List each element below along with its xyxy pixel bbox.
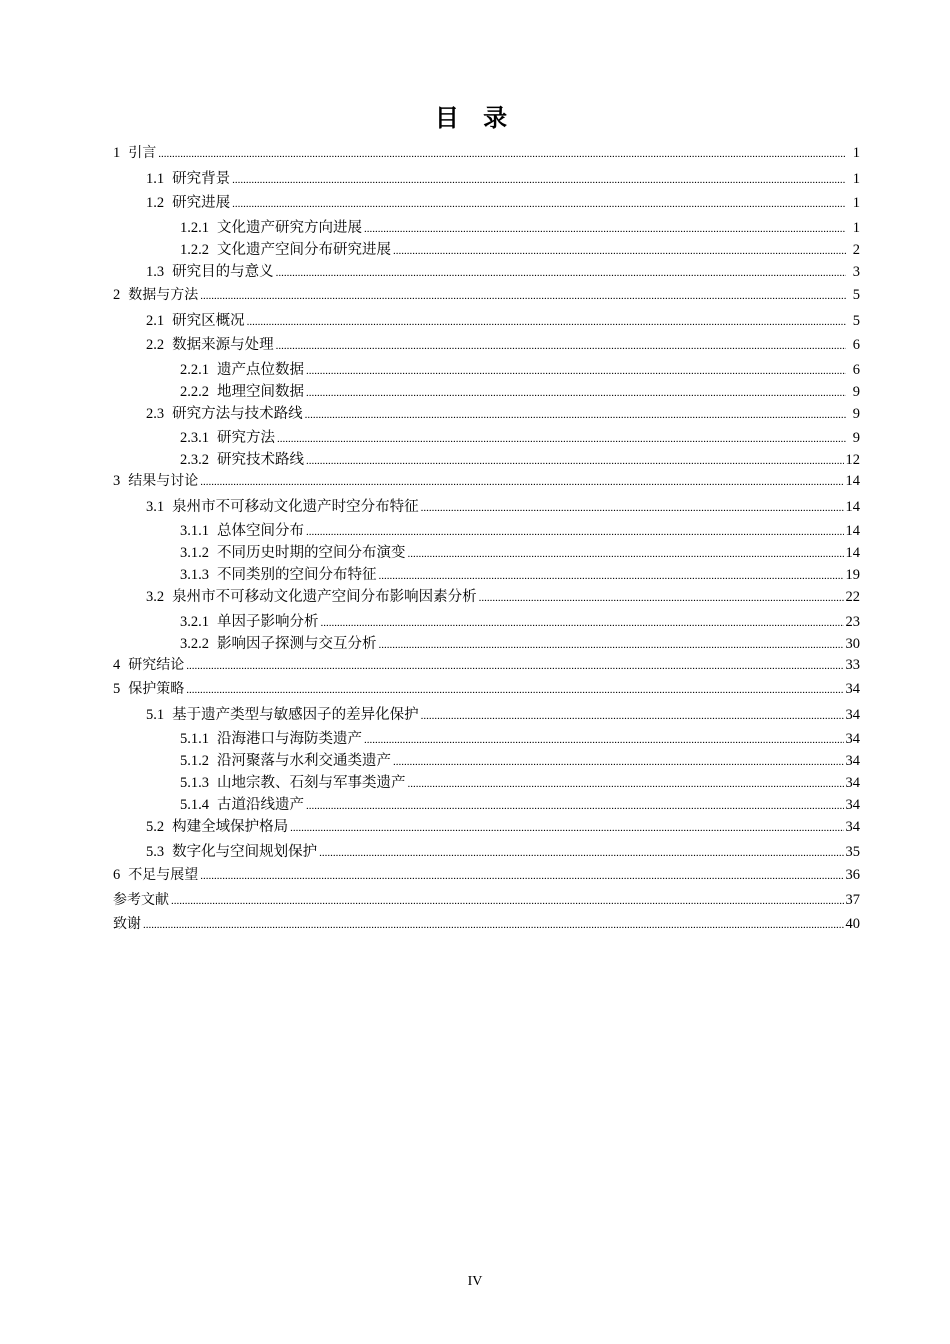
toc-entry-number: 1.2	[146, 195, 165, 211]
toc-entry-page: 34	[845, 753, 860, 769]
toc-entry-page: 19	[845, 567, 860, 583]
toc-entry-title: 沿海港口与海防类遗产	[217, 731, 362, 747]
toc-entry[interactable]	[113, 260, 860, 285]
toc-entry[interactable]	[113, 793, 860, 815]
toc-entry-page: 1	[852, 219, 860, 236]
toc-entry-number: 2.1	[146, 312, 165, 329]
toc-entry-page: 34	[845, 775, 860, 791]
toc-entry-title: 泉州市不可移动文化遗产空间分布影响因素分析	[172, 589, 477, 605]
toc-entry-page: 5	[852, 287, 860, 303]
toc-entry[interactable]	[113, 563, 860, 585]
toc-entry-title: 研究区概况	[172, 312, 245, 329]
toc-entry-number: 1	[113, 145, 121, 161]
dot-leader	[306, 384, 846, 401]
toc-entry-number: 2.3.1	[180, 430, 209, 446]
toc-entry-number: 1.2.1	[180, 219, 209, 236]
toc-entry-page: 3	[852, 263, 860, 280]
toc-entry-title: 基于遗产类型与敏感因子的差异化保护	[172, 706, 419, 723]
toc-entry[interactable]	[113, 703, 860, 728]
toc-entry-title: 研究背景	[172, 170, 231, 187]
toc-entry[interactable]	[113, 654, 860, 679]
toc-entry-number: 2.3.2	[180, 452, 209, 468]
toc-entry-page: 1	[852, 195, 860, 211]
toc-entry-page: 14	[845, 498, 860, 515]
dot-leader	[408, 775, 844, 792]
toc-entry-title: 研究目的与意义	[172, 263, 274, 280]
toc-entry-title: 沿河聚落与水利交通类遗产	[217, 753, 391, 769]
toc-entry[interactable]	[113, 541, 860, 563]
toc-entry-number: 5.2	[146, 819, 165, 835]
toc-entry[interactable]	[113, 864, 860, 889]
toc-entry-title: 文化遗产空间分布研究进展	[217, 241, 391, 258]
toc-entry-title: 数字化与空间规划保护	[172, 843, 318, 860]
toc-entry-number: 2.3	[146, 405, 165, 422]
toc-entry-page: 33	[845, 656, 860, 673]
dot-leader	[306, 452, 844, 469]
toc-entry[interactable]	[113, 380, 860, 402]
toc-entry-number: 5.1	[146, 706, 165, 723]
toc-entry-number: 2.2.2	[180, 383, 209, 400]
toc-entry-title: 数据来源与处理	[172, 337, 274, 353]
toc-entry-page: 14	[845, 545, 860, 561]
page-title: 目 录	[434, 104, 516, 132]
toc-entry-title: 不足与展望	[128, 867, 199, 883]
dot-leader	[421, 499, 844, 516]
toc-entry[interactable]	[113, 358, 860, 380]
toc-entry-title: 影响因子探测与交互分析	[217, 635, 377, 652]
dot-leader	[200, 287, 846, 304]
toc-entry[interactable]	[113, 519, 860, 541]
toc-entry-page: 34	[845, 731, 860, 747]
dot-leader	[306, 523, 844, 540]
toc-entry[interactable]	[113, 402, 860, 427]
toc-entry-page: 36	[845, 867, 860, 883]
dot-leader	[306, 797, 844, 814]
dot-leader	[379, 567, 844, 584]
toc-entry[interactable]	[113, 309, 860, 334]
toc-entry-title: 参考文献	[113, 891, 169, 908]
toc-entry-page: 37	[845, 891, 860, 908]
dot-leader	[393, 242, 846, 259]
dot-leader	[186, 657, 843, 674]
toc-entry-number: 5.1.3	[180, 775, 209, 791]
toc-entry[interactable]	[113, 448, 860, 470]
toc-entry-page: 6	[852, 337, 860, 353]
toc-entry[interactable]	[113, 632, 860, 654]
dot-leader	[232, 171, 846, 188]
toc-entry-title: 研究结论	[128, 656, 185, 673]
toc-entry-title: 古道沿线遗产	[217, 797, 304, 813]
dot-leader	[479, 589, 844, 606]
toc-entry-page: 9	[852, 383, 860, 400]
toc-entry[interactable]	[113, 495, 860, 520]
toc-entry[interactable]	[113, 610, 860, 632]
toc-entry-number: 5.1.1	[180, 731, 209, 747]
dot-leader	[408, 545, 844, 562]
dot-leader	[290, 819, 843, 836]
table-of-contents	[113, 142, 860, 938]
toc-entry-page: 1	[852, 145, 860, 161]
dot-leader	[364, 731, 844, 748]
toc-entry-number: 3.2.2	[180, 635, 209, 652]
toc-entry-page: 12	[845, 452, 860, 468]
toc-entry-title: 文化遗产研究方向进展	[217, 219, 362, 236]
toc-entry[interactable]	[113, 470, 860, 495]
toc-entry-title: 研究方法	[217, 430, 275, 446]
dot-leader	[321, 614, 844, 631]
toc-entry-page: 6	[852, 361, 860, 378]
toc-entry-number: 3.1.3	[180, 567, 209, 583]
dot-leader	[364, 220, 846, 237]
dot-leader	[277, 430, 846, 447]
toc-entry-number: 4	[113, 656, 121, 673]
toc-entry-number: 3.2	[146, 589, 165, 605]
toc-entry[interactable]	[113, 727, 860, 749]
toc-entry-page: 40	[845, 916, 860, 932]
toc-entry-title: 单因子影响分析	[217, 613, 319, 630]
toc-entry-number: 6	[113, 867, 121, 883]
toc-entry-number: 5.3	[146, 843, 165, 860]
page-number: IV	[467, 1274, 483, 1289]
toc-entry[interactable]	[113, 749, 860, 771]
toc-entry-page: 14	[845, 473, 860, 489]
toc-entry-title: 结果与讨论	[128, 473, 199, 489]
toc-entry[interactable]	[113, 815, 860, 840]
toc-entry-page: 30	[845, 635, 860, 652]
dot-leader	[232, 195, 846, 212]
dot-leader	[393, 753, 844, 770]
toc-entry-number: 3.1.2	[180, 545, 209, 561]
toc-entry-page: 9	[852, 430, 860, 446]
toc-entry-title: 泉州市不可移动文化遗产时空分布特征	[172, 498, 419, 515]
toc-entry-number: 3	[113, 473, 121, 489]
dot-leader	[305, 406, 846, 423]
toc-entry-title: 研究进展	[172, 195, 231, 211]
dot-leader	[421, 707, 844, 724]
toc-entry-page: 34	[845, 706, 860, 723]
toc-entry-page: 1	[852, 170, 860, 187]
toc-entry-number: 2.2.1	[180, 361, 209, 378]
toc-entry-title: 研究方法与技术路线	[172, 405, 303, 422]
dot-leader	[143, 916, 844, 933]
toc-entry-page: 2	[852, 241, 860, 258]
toc-entry-page: 14	[845, 523, 860, 539]
toc-entry-title: 构建全域保护格局	[172, 819, 289, 835]
toc-entry-page: 23	[845, 613, 860, 630]
toc-entry-number: 3.1	[146, 498, 165, 515]
toc-entry-number: 1.2.2	[180, 241, 209, 258]
dot-leader	[247, 313, 846, 330]
toc-entry-title: 不同历史时期的空间分布演变	[217, 545, 406, 561]
toc-entry-title: 遗产点位数据	[217, 361, 304, 378]
toc-entry-number: 2	[113, 287, 121, 303]
toc-entry-title: 研究技术路线	[217, 452, 304, 468]
dot-leader	[200, 867, 843, 884]
toc-entry-page: 35	[845, 843, 860, 860]
toc-entry[interactable]	[113, 840, 860, 865]
toc-entry-page: 9	[852, 405, 860, 422]
dot-leader	[171, 892, 844, 909]
dot-leader	[319, 844, 843, 861]
dot-leader	[200, 473, 843, 490]
toc-entry[interactable]	[113, 913, 860, 938]
toc-entry-title: 保护策略	[128, 681, 185, 697]
toc-entry-number: 3.2.1	[180, 613, 209, 630]
toc-entry-number: 5.1.4	[180, 797, 209, 813]
toc-entry[interactable]	[113, 191, 860, 216]
toc-entry-title: 引言	[128, 145, 157, 161]
dot-leader	[158, 145, 846, 162]
toc-entry[interactable]	[113, 585, 860, 610]
toc-entry-page: 5	[852, 312, 860, 329]
toc-entry[interactable]	[113, 889, 860, 914]
toc-entry-title: 不同类别的空间分布特征	[217, 567, 377, 583]
dot-leader	[379, 636, 844, 653]
toc-entry-number: 3.1.1	[180, 523, 209, 539]
toc-entry[interactable]	[113, 426, 860, 448]
toc-entry-number: 5.1.2	[180, 753, 209, 769]
toc-entry-number: 5	[113, 681, 121, 697]
toc-entry[interactable]	[113, 167, 860, 192]
dot-leader	[306, 362, 846, 379]
toc-entry-page: 22	[845, 589, 860, 605]
toc-entry[interactable]	[113, 333, 860, 358]
toc-entry[interactable]	[113, 216, 860, 238]
toc-entry-title: 地理空间数据	[217, 383, 304, 400]
toc-entry-page: 34	[845, 819, 860, 835]
toc-entry-title: 致谢	[113, 916, 141, 932]
toc-entry[interactable]	[113, 284, 860, 309]
toc-entry-title: 总体空间分布	[217, 523, 304, 539]
dot-leader	[276, 337, 846, 354]
dot-leader	[276, 264, 846, 281]
toc-entry[interactable]	[113, 142, 860, 167]
toc-entry-page: 34	[845, 797, 860, 813]
toc-entry-number: 2.2	[146, 337, 165, 353]
toc-entry-number: 1.1	[146, 170, 165, 187]
toc-entry-title: 数据与方法	[128, 287, 199, 303]
dot-leader	[186, 681, 843, 698]
toc-entry-title: 山地宗教、石刻与军事类遗产	[217, 775, 406, 791]
toc-entry[interactable]	[113, 771, 860, 793]
toc-entry-number: 1.3	[146, 263, 165, 280]
toc-entry[interactable]	[113, 678, 860, 703]
toc-entry[interactable]	[113, 238, 860, 260]
toc-entry-page: 34	[845, 681, 860, 697]
